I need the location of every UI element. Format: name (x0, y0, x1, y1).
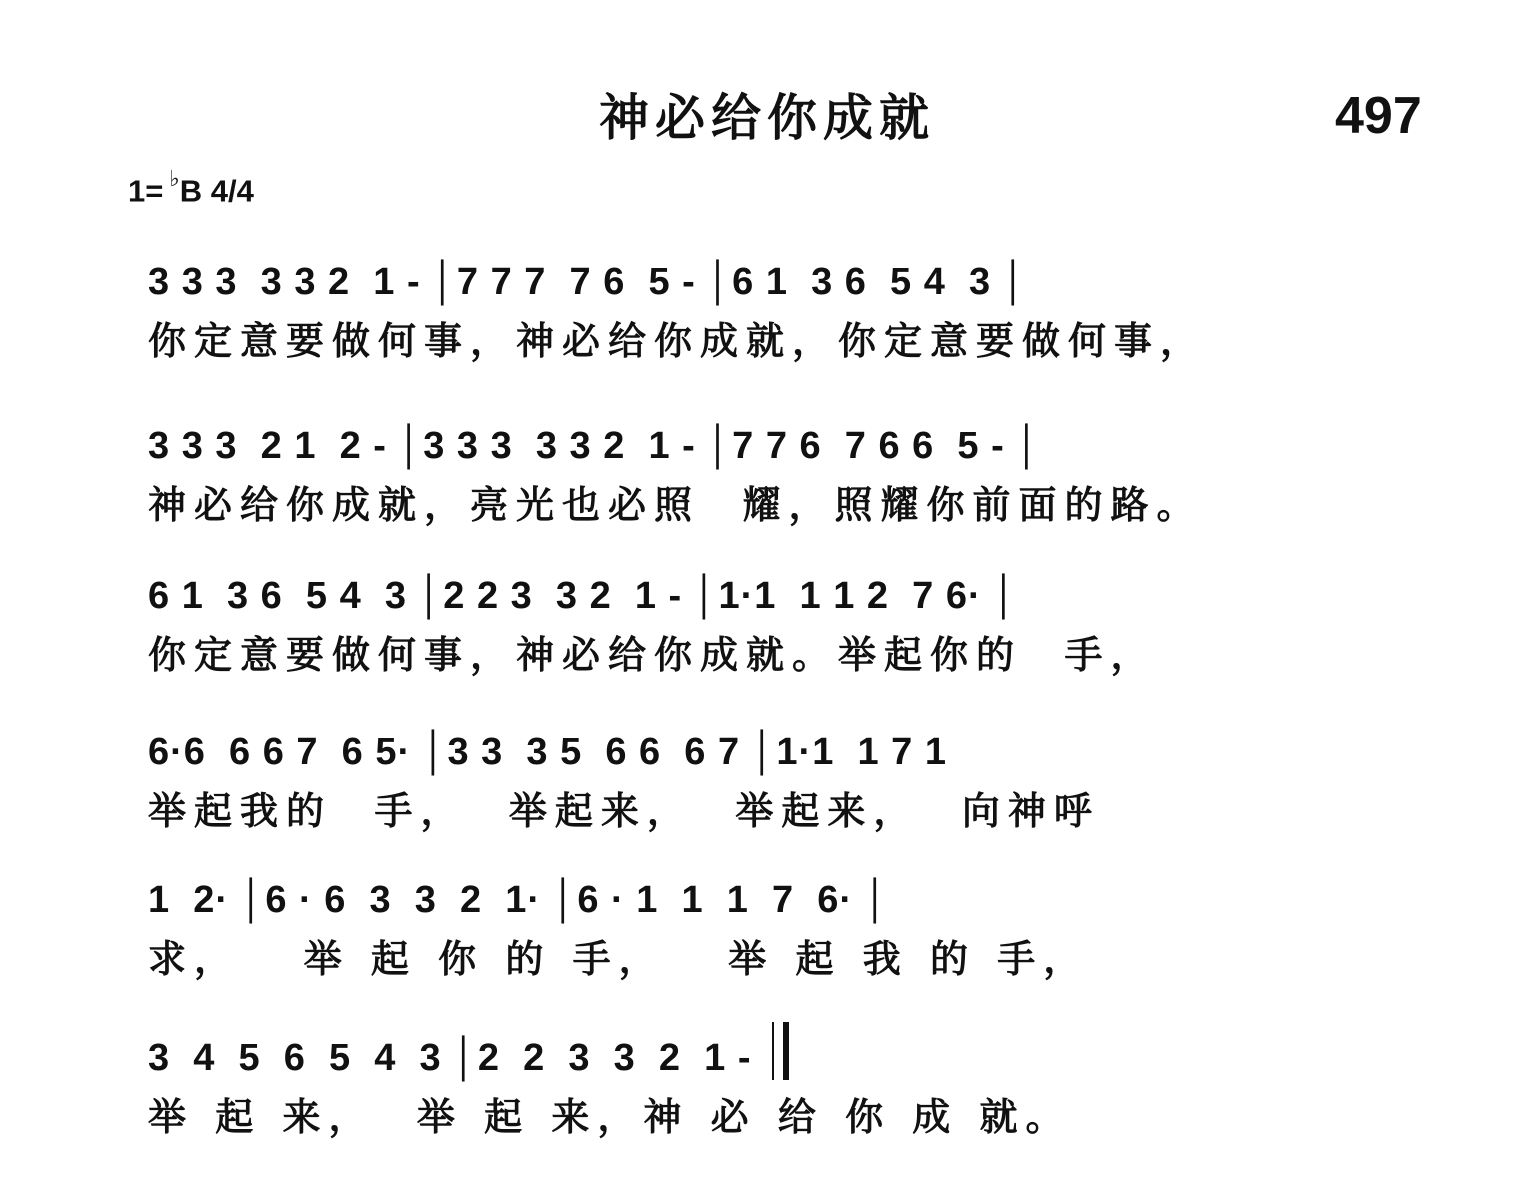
hymn-number: 497 (1335, 87, 1422, 145)
notation-line: 6·6 6 6 7 6 5· │3 3 3 5 6 6 6 7 │1·1 1 7 1 (148, 731, 947, 773)
score-line-3 (148, 556, 1448, 679)
notation-line: 1 2· │6 · 6 3 3 2 1· │6 · 1 1 1 7 6· │ (148, 879, 890, 921)
notation-line: 6 1 3 6 5 4 3 │2 2 3 3 2 1 - │1·1 1 1 2 7 6· │ (148, 575, 1018, 617)
notation-line: 3 3 3 2 1 2 - │3 3 3 3 3 2 1 - │7 7 6 7 6 6 5 - │ (148, 425, 1042, 467)
lyrics-line: 你定意要做何事，神必给你成就，你定意要做何事， (148, 318, 1207, 363)
flat-sign: ♭ (169, 166, 180, 191)
score-line-1 (148, 242, 1448, 365)
lyrics-line: 求， 举 起 你 的 手， 举 起 我 的 手， (148, 936, 1090, 981)
score-line-4 (148, 712, 1448, 835)
notation-line (148, 1018, 1448, 1080)
final-barline (772, 1022, 789, 1080)
lyrics-line: 神必给你成就，亮光也必照 耀，照耀你前面的路。 (148, 482, 1203, 527)
notation-line: 3 3 3 3 3 2 1 - │7 7 7 7 6 5 - │6 1 3 6 5 4 3 │ (148, 261, 1028, 303)
score-line-5 (148, 860, 1448, 983)
lyrics-line: 举起我的 手， 举起来， 举起来， 向神呼 (148, 788, 1100, 833)
notation-text: 3 4 5 6 5 4 3 │2 2 3 3 2 1 - (148, 1037, 752, 1079)
key-signature (128, 166, 254, 209)
score-line-6 (148, 1018, 1448, 1141)
lyrics-line: 你定意要做何事，神必给你成就。举起你的 手， (148, 632, 1157, 677)
key-label: 1= (128, 173, 164, 209)
hymn-title: 神必给你成就 (599, 89, 935, 147)
lyrics-line: 举 起 来， 举 起 来，神 必 给 你 成 就。 (148, 1094, 1072, 1139)
key-time-signature: B 4/4 (179, 173, 254, 209)
score-line-2 (148, 406, 1448, 529)
